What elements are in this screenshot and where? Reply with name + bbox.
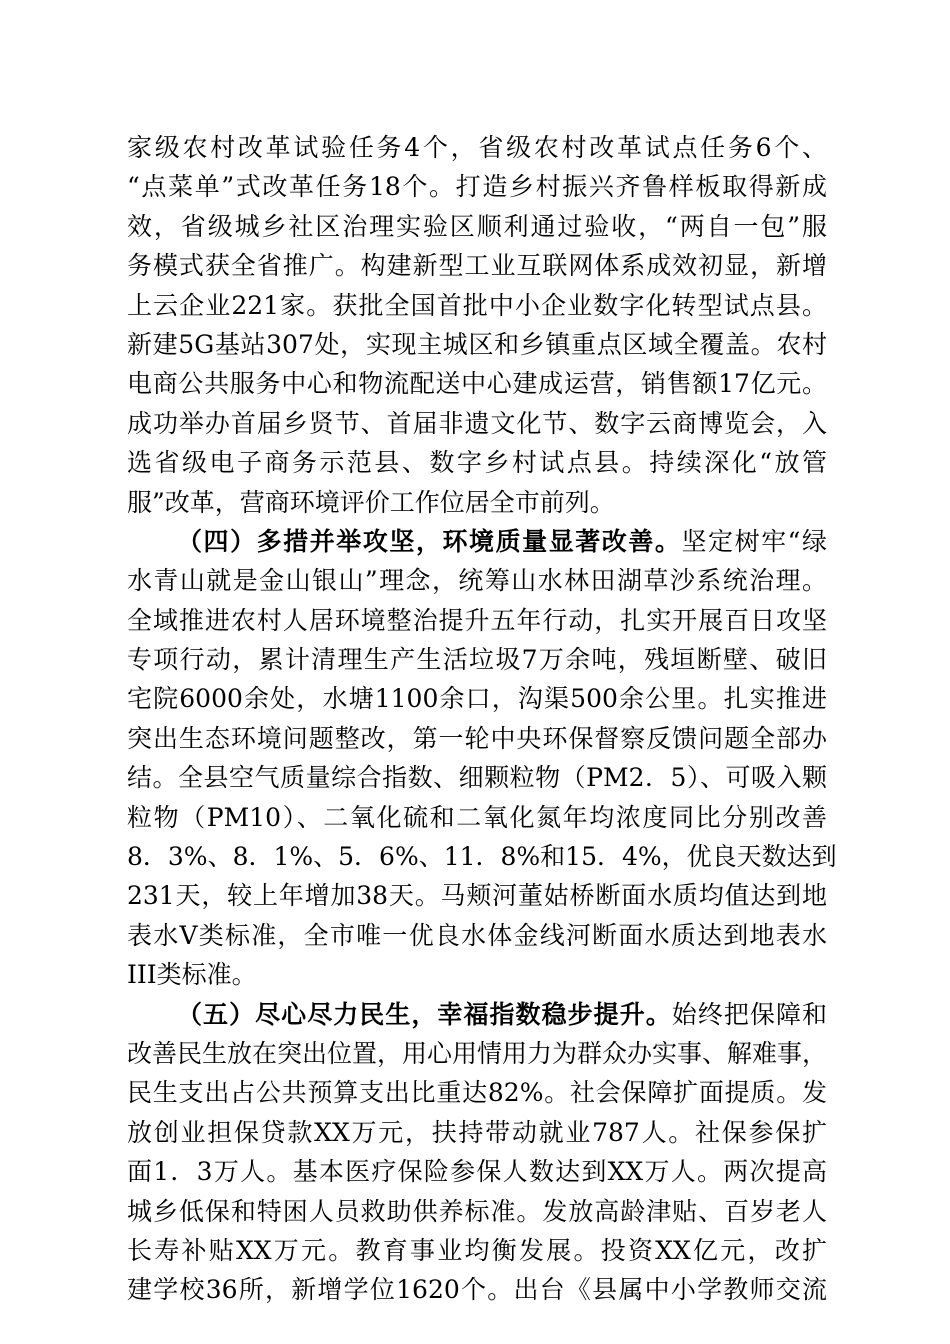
paragraph-line: 231天，较上年增加38天。马颊河董姑桥断面水质均值达到地 [127,881,827,911]
paragraph-line: 放创业担保贷款XX万元，扶持带动就业787人。社保参保扩 [127,1117,827,1147]
paragraph-line: “点菜单”式改革任务18个。打造乡村振兴齐鲁样板取得新成 [127,172,827,202]
paragraph-line: 民生支出占公共预算支出比重达82%。社会保障扩面提质。发 [127,1078,827,1108]
paragraph-line: 8．3%、8．1%、5．6%、11．8%和15．4%，优良天数达到 [127,842,837,872]
paragraph-line: 改善民生放在突出位置，用心用情用力为群众办实事、解难事， [127,1038,828,1068]
paragraph-line: 成功举办首届乡贤节、首届非遗文化节、数字云商博览会，入 [127,408,827,438]
paragraph-line: 结。全县空气质量综合指数、细颗粒物（PM2．5）、可吸入颗 [127,763,827,793]
paragraph-line: 家级农村改革试验任务4个，省级农村改革试点任务6个、 [127,133,827,162]
paragraph-line: 宅院6000余处，水塘1100余口，沟渠500余公里。扎实推进 [127,684,827,714]
paragraph-line: 新建5G基站307处，实现主城区和乡镇重点区域全覆盖。农村 [127,329,827,359]
paragraph-line: III类标准。 [127,960,257,990]
section-4-first-line [127,522,827,561]
paragraph-line: 表水V类标准，全市唯一优良水体金线河断面水质达到地表水 [127,920,827,950]
section-5-first-line [127,995,827,1034]
section-4-first-line-text: 坚定树牢“绿 [681,526,828,556]
paragraph-line: 效，省级城乡社区治理实验区顺利通过验收，“两自一包”服 [127,211,827,241]
paragraph-line: 面1．3万人。基本医疗保险参保人数达到XX万人。两次提高 [127,1157,827,1187]
section-5-heading: （五）尽心尽力民生，幸福指数稳步提升。 [177,999,672,1029]
paragraph-line: 突出生态环境问题整改，第一轮中央环保督察反馈问题全部办 [127,723,827,753]
paragraph-line: 服”改革，营商环境评价工作位居全市前列。 [127,487,615,517]
paragraph-line: 电商公共服务中心和物流配送中心建成运营，销售额17亿元。 [127,369,827,399]
body-text [127,128,837,1310]
paragraph-line: 选省级电子商务示范县、数字乡村试点县。持续深化“放管 [127,448,827,478]
paragraph-line: 长寿补贴XX万元。教育事业均衡发展。投资XX亿元，改扩 [127,1235,827,1265]
paragraph-line: 粒物（PM10）、二氧化硫和二氧化氮年均浓度同比分别改善 [127,802,827,832]
paragraph-line: 全域推进农村人居环境整治提升五年行动，扎实开展百日攻坚 [127,605,827,635]
paragraph-line: 务模式获全省推广。构建新型工业互联网体系成效初显，新增 [127,251,827,281]
section-4-heading: （四）多措并举攻坚，环境质量显著改善。 [177,526,682,556]
paragraph-line: 水青山就是金山银山”理念，统筹山水林田湖草沙系统治理。 [127,566,827,596]
paragraph-line: 城乡低保和特困人员救助供养标准。发放高龄津贴、百岁老人 [127,1196,827,1226]
paragraph-line: 专项行动，累计清理生产生活垃圾7万余吨，残垣断壁、破旧 [127,645,827,675]
section-5-first-line-text: 始终把保障和 [671,999,827,1029]
paragraph-line: 建学校36所，新增学位1620个。出台《县属中小学教师交流 [127,1275,827,1305]
paragraph-line: 上云企业221家。获批全国首批中小企业数字化转型试点县。 [127,290,827,320]
